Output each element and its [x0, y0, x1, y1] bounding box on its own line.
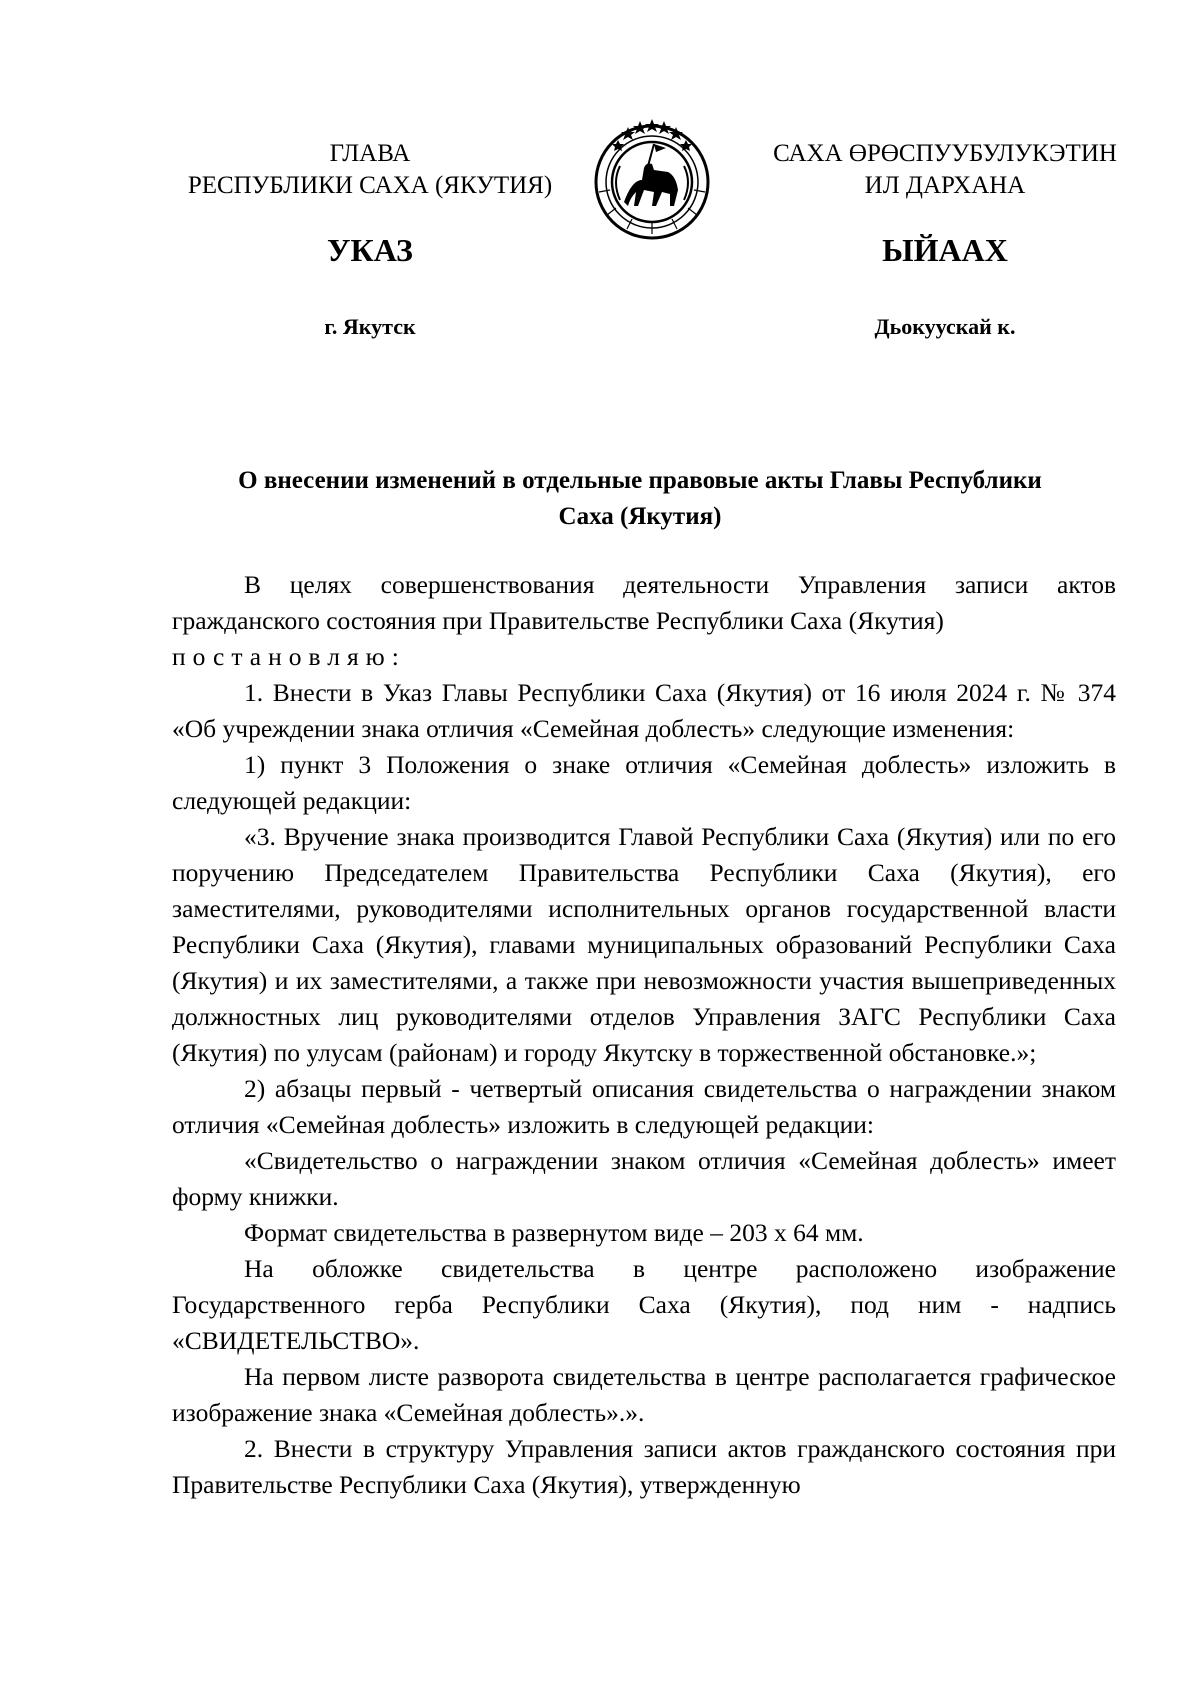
document-title-line-1: О внесении изменений в отдельные правовые акты Главы Республики [238, 467, 1042, 494]
city-russian: г. Якутск [324, 314, 416, 339]
body-paragraph: На обложке свидетельства в центре расположено изображение Государственного герба Республики Саха (Якутия), под ним - надпись «СВИДЕТЕЛЬСТВО». [172, 1254, 1116, 1355]
issuer-line-2-sakha: ИЛ ДАРХАНА [864, 172, 1026, 199]
sakha-coat-of-arms-icon [582, 110, 722, 250]
body-paragraph: На первом листе разворота свидетельства в центре располагается графическое изображение знака «Семейная доблесть».». [172, 1362, 1116, 1427]
document-body [172, 567, 1116, 1503]
preamble-text: В целях совершенствования деятельности Управления записи актов гражданского состояния при Правительстве Республики Саха (Якутия) [172, 570, 1116, 635]
issuer-block-sakha [745, 138, 1145, 202]
issuer-line-1-sakha: САХА ӨРӨСПУУБУЛУКЭТИН [773, 140, 1117, 167]
decree-word: постановляю: [172, 642, 406, 671]
body-paragraph: 2) абзацы первый - четвертый описания свидетельства о награждении знаком отличия «Семейная доблесть» изложить в следующей редакции: [172, 1074, 1116, 1139]
body-paragraph: 2. Внести в структуру Управления записи актов гражданского состояния при Правительстве Республики Саха (Якутия), утвержденную [172, 1434, 1116, 1499]
issuer-block-russian [160, 138, 580, 202]
city-sakha: Дьокуускай к. [874, 314, 1016, 339]
issuer-line-2: РЕСПУБЛИКИ САХА (ЯКУТИЯ) [187, 172, 553, 199]
document-title-line-2: Саха (Якутия) [558, 503, 722, 530]
body-paragraph: Формат свидетельства в развернутом виде – 203 х 64 мм. [244, 1218, 864, 1247]
document-title [160, 463, 1120, 535]
body-paragraph: 1) пункт 3 Положения о знаке отличия «Семейная доблесть» изложить в следующей редакции: [172, 750, 1116, 815]
body-paragraph: «3. Вручение знака производится Главой Республики Саха (Якутия) или по его поручению Председателем Правительства Республики Саха (Якутия), его заместителями, руководителями исполнительных органов государственной власти Республики Саха (Якутия), главами муниципальных образований Республики Саха (Якутия) и их заместителями, а также при невозможности участия вышеприведенных должностных лиц руководителями отделов Управления ЗАГС Республики Саха (Якутия) по улусам (районам) и городу Якутску в торжественной обстановке.»; [172, 822, 1116, 1067]
preamble-paragraph [172, 567, 1116, 675]
issuer-line-1: ГЛАВА [329, 140, 411, 167]
decree-type-russian: УКАЗ [327, 232, 413, 268]
body-paragraph: «Свидетельство о награждении знаком отличия «Семейная доблесть» имеет форму книжки. [172, 1146, 1116, 1211]
body-paragraph: 1. Внести в Указ Главы Республики Саха (Якутия) от 16 июля 2024 г. № 374 «Об учреждении знака отличия «Семейная доблесть» следующие изменения: [172, 678, 1116, 743]
decree-type-sakha: ЫЙААХ [882, 232, 1008, 268]
